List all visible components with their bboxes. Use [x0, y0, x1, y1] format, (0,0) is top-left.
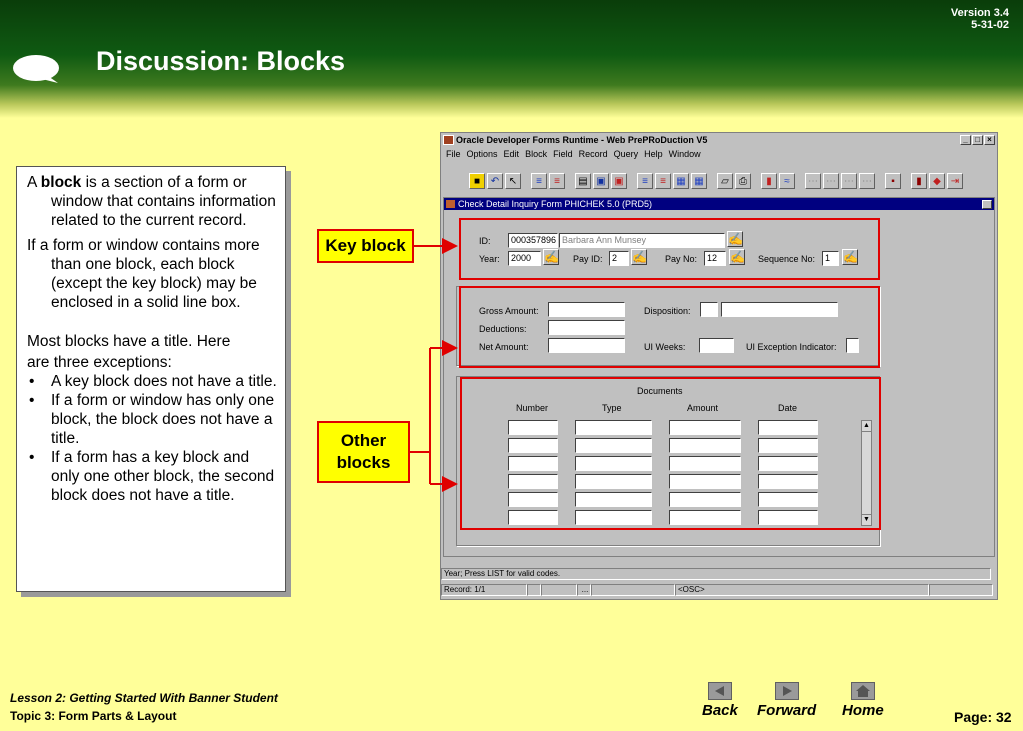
disposition-label: Disposition:: [644, 306, 691, 316]
link-icon-4[interactable]: ⋯: [859, 173, 875, 189]
ui-weeks-label: UI Weeks:: [644, 342, 686, 352]
toolbar: [469, 171, 965, 191]
link-icon-2[interactable]: ⋯: [823, 173, 839, 189]
documents-block-highlight: [460, 377, 881, 530]
pay-id-label: Pay ID:: [573, 254, 603, 264]
duplicate-item-icon[interactable]: ▦: [691, 173, 707, 189]
slide-header: [0, 0, 1023, 118]
exit-icon[interactable]: ↖: [505, 173, 521, 189]
minimize-button[interactable]: _: [960, 135, 971, 145]
status-hint: Year; Press LIST for valid codes.: [441, 568, 991, 580]
execute-query-icon[interactable]: ▣: [593, 173, 609, 189]
form-title: Check Detail Inquiry Form PHICHEK 5.0 (PRD5): [458, 199, 653, 209]
amounts-block-highlight: [459, 286, 880, 368]
id-label: ID:: [479, 236, 491, 246]
bookmark-icon[interactable]: ◆: [929, 173, 945, 189]
gross-amount-label: Gross Amount:: [479, 306, 539, 316]
block-term: block: [40, 174, 82, 191]
exception-bullet-2: • If a form or window has only one block, the block does not have a title.: [29, 392, 275, 447]
menu-record[interactable]: Record: [578, 149, 608, 159]
pay-no-field[interactable]: 12: [704, 251, 726, 266]
version-number: Version 3.4: [950, 7, 1009, 19]
home-icon: [851, 682, 875, 700]
footer-lesson-info: [10, 689, 278, 725]
ui-exception-label: UI Exception Indicator:: [746, 342, 837, 352]
menu-file[interactable]: File: [446, 149, 461, 159]
status-seg-dots: ...: [577, 584, 591, 596]
record-count: Record: 1/1: [441, 584, 527, 596]
duplicate-record-icon[interactable]: ▦: [673, 173, 689, 189]
home-label: Home: [842, 702, 884, 719]
year-field[interactable]: 2000: [508, 251, 541, 266]
home-button[interactable]: [842, 682, 884, 719]
exception-bullet-1: • A key block does not have a title.: [29, 373, 277, 390]
menu-field[interactable]: Field: [553, 149, 573, 159]
sequence-no-field[interactable]: 1: [822, 251, 839, 266]
form-icon: [446, 200, 455, 208]
scroll-down-icon[interactable]: ▼: [863, 516, 870, 523]
id-field[interactable]: 000357896: [508, 233, 558, 248]
insert-record-icon[interactable]: ≡: [637, 173, 653, 189]
chart-icon[interactable]: ▮: [761, 173, 777, 189]
titles-intro-line2: are three exceptions:: [27, 354, 172, 371]
menu-edit[interactable]: Edit: [503, 149, 520, 159]
status-hint-bar: [441, 567, 997, 581]
oracle-app-icon: [443, 135, 454, 145]
back-button[interactable]: [702, 682, 738, 719]
forward-button[interactable]: [757, 682, 816, 719]
speech-bubble-icon: [12, 54, 62, 84]
status-record-bar: [441, 583, 997, 597]
back-arrow-icon: [708, 682, 732, 700]
name-field: Barbara Ann Munsey: [559, 233, 725, 248]
version-date: 5-31-02: [971, 19, 1009, 31]
menu-bar: [441, 147, 997, 161]
page-number: Page: 32: [954, 709, 1012, 725]
forward-label: Forward: [757, 702, 817, 719]
pay-no-label: Pay No:: [665, 254, 698, 264]
exit-form-icon[interactable]: ⇥: [947, 173, 963, 189]
save-icon[interactable]: ■: [469, 173, 485, 189]
window-title: Oracle Developer Forms Runtime - Web PrePRoDuction V5: [456, 135, 708, 145]
net-amount-label: Net Amount:: [479, 342, 529, 352]
status-osc: <OSC>: [675, 584, 929, 596]
other-blocks-callout: Other blocks: [317, 421, 410, 483]
year-search-icon[interactable]: ✍: [544, 250, 559, 264]
col-number-header: Number: [516, 403, 549, 413]
help-book-icon[interactable]: ▮: [911, 173, 927, 189]
col-date-header: Date: [778, 403, 798, 413]
titles-intro-line1: Most blocks have a title. Here: [27, 333, 231, 350]
pay-id-field[interactable]: 2: [609, 251, 629, 266]
pay-id-search-icon[interactable]: ✍: [632, 250, 647, 264]
slide-title: Discussion: Blocks: [96, 46, 346, 76]
menu-window[interactable]: Window: [668, 149, 701, 159]
key-block-callout: Key block: [317, 229, 414, 263]
key-block-highlight: [459, 218, 880, 280]
window-titlebar: [441, 133, 997, 147]
sequence-search-icon[interactable]: ✍: [843, 250, 858, 264]
explanation-box: [16, 166, 286, 592]
rollback-icon[interactable]: ↶: [487, 173, 503, 189]
scroll-up-icon[interactable]: ▲: [862, 421, 871, 432]
back-label: Back: [702, 702, 738, 719]
close-button[interactable]: ×: [984, 135, 995, 145]
options-icon[interactable]: ≈: [779, 173, 795, 189]
print-icon[interactable]: ⎙: [735, 173, 751, 189]
comment-icon[interactable]: ▱: [717, 173, 733, 189]
id-search-icon[interactable]: ✍: [728, 232, 743, 246]
form-titlebar: [444, 198, 994, 210]
multi-block-paragraph: If a form or window contains more than one block, each block (except the key block) may be enclosed in a solid line box.: [27, 237, 260, 311]
menu-query[interactable]: Query: [613, 149, 639, 159]
menu-options[interactable]: Options: [466, 149, 498, 159]
block-definition: A block is a section of a form or window that contains information related to the current record.: [27, 174, 276, 229]
sequence-no-label: Sequence No:: [758, 254, 816, 264]
forward-arrow-icon: [775, 682, 799, 700]
link-icon-3[interactable]: ⋯: [841, 173, 857, 189]
lesson-title: Lesson 2: Getting Started With Banner Student: [10, 691, 278, 705]
version-info: [951, 7, 1009, 31]
deductions-label: Deductions:: [479, 324, 527, 334]
cancel-query-icon[interactable]: ▣: [611, 173, 627, 189]
col-type-header: Type: [602, 403, 622, 413]
previous-block-icon[interactable]: ≡: [531, 173, 547, 189]
link-icon-1[interactable]: ⋯: [805, 173, 821, 189]
col-amount-header: Amount: [687, 403, 719, 413]
topic-title: Topic 3: Form Parts & Layout: [10, 709, 177, 723]
menu-block[interactable]: Block: [525, 149, 548, 159]
pay-no-search-icon[interactable]: ✍: [730, 250, 745, 264]
enter-query-icon[interactable]: ▤: [575, 173, 591, 189]
calendar-icon[interactable]: ▪: [885, 173, 901, 189]
form-restore-button[interactable]: [982, 200, 992, 209]
year-label: Year:: [479, 254, 500, 264]
menu-help[interactable]: Help: [644, 149, 663, 159]
maximize-button[interactable]: □: [972, 135, 983, 145]
remove-record-icon[interactable]: ≡: [655, 173, 671, 189]
exception-bullet-3: • If a form has a key block and only one other block, the second block does not have a title.: [29, 449, 275, 504]
documents-title: Documents: [637, 386, 683, 396]
next-block-icon[interactable]: ≡: [549, 173, 565, 189]
